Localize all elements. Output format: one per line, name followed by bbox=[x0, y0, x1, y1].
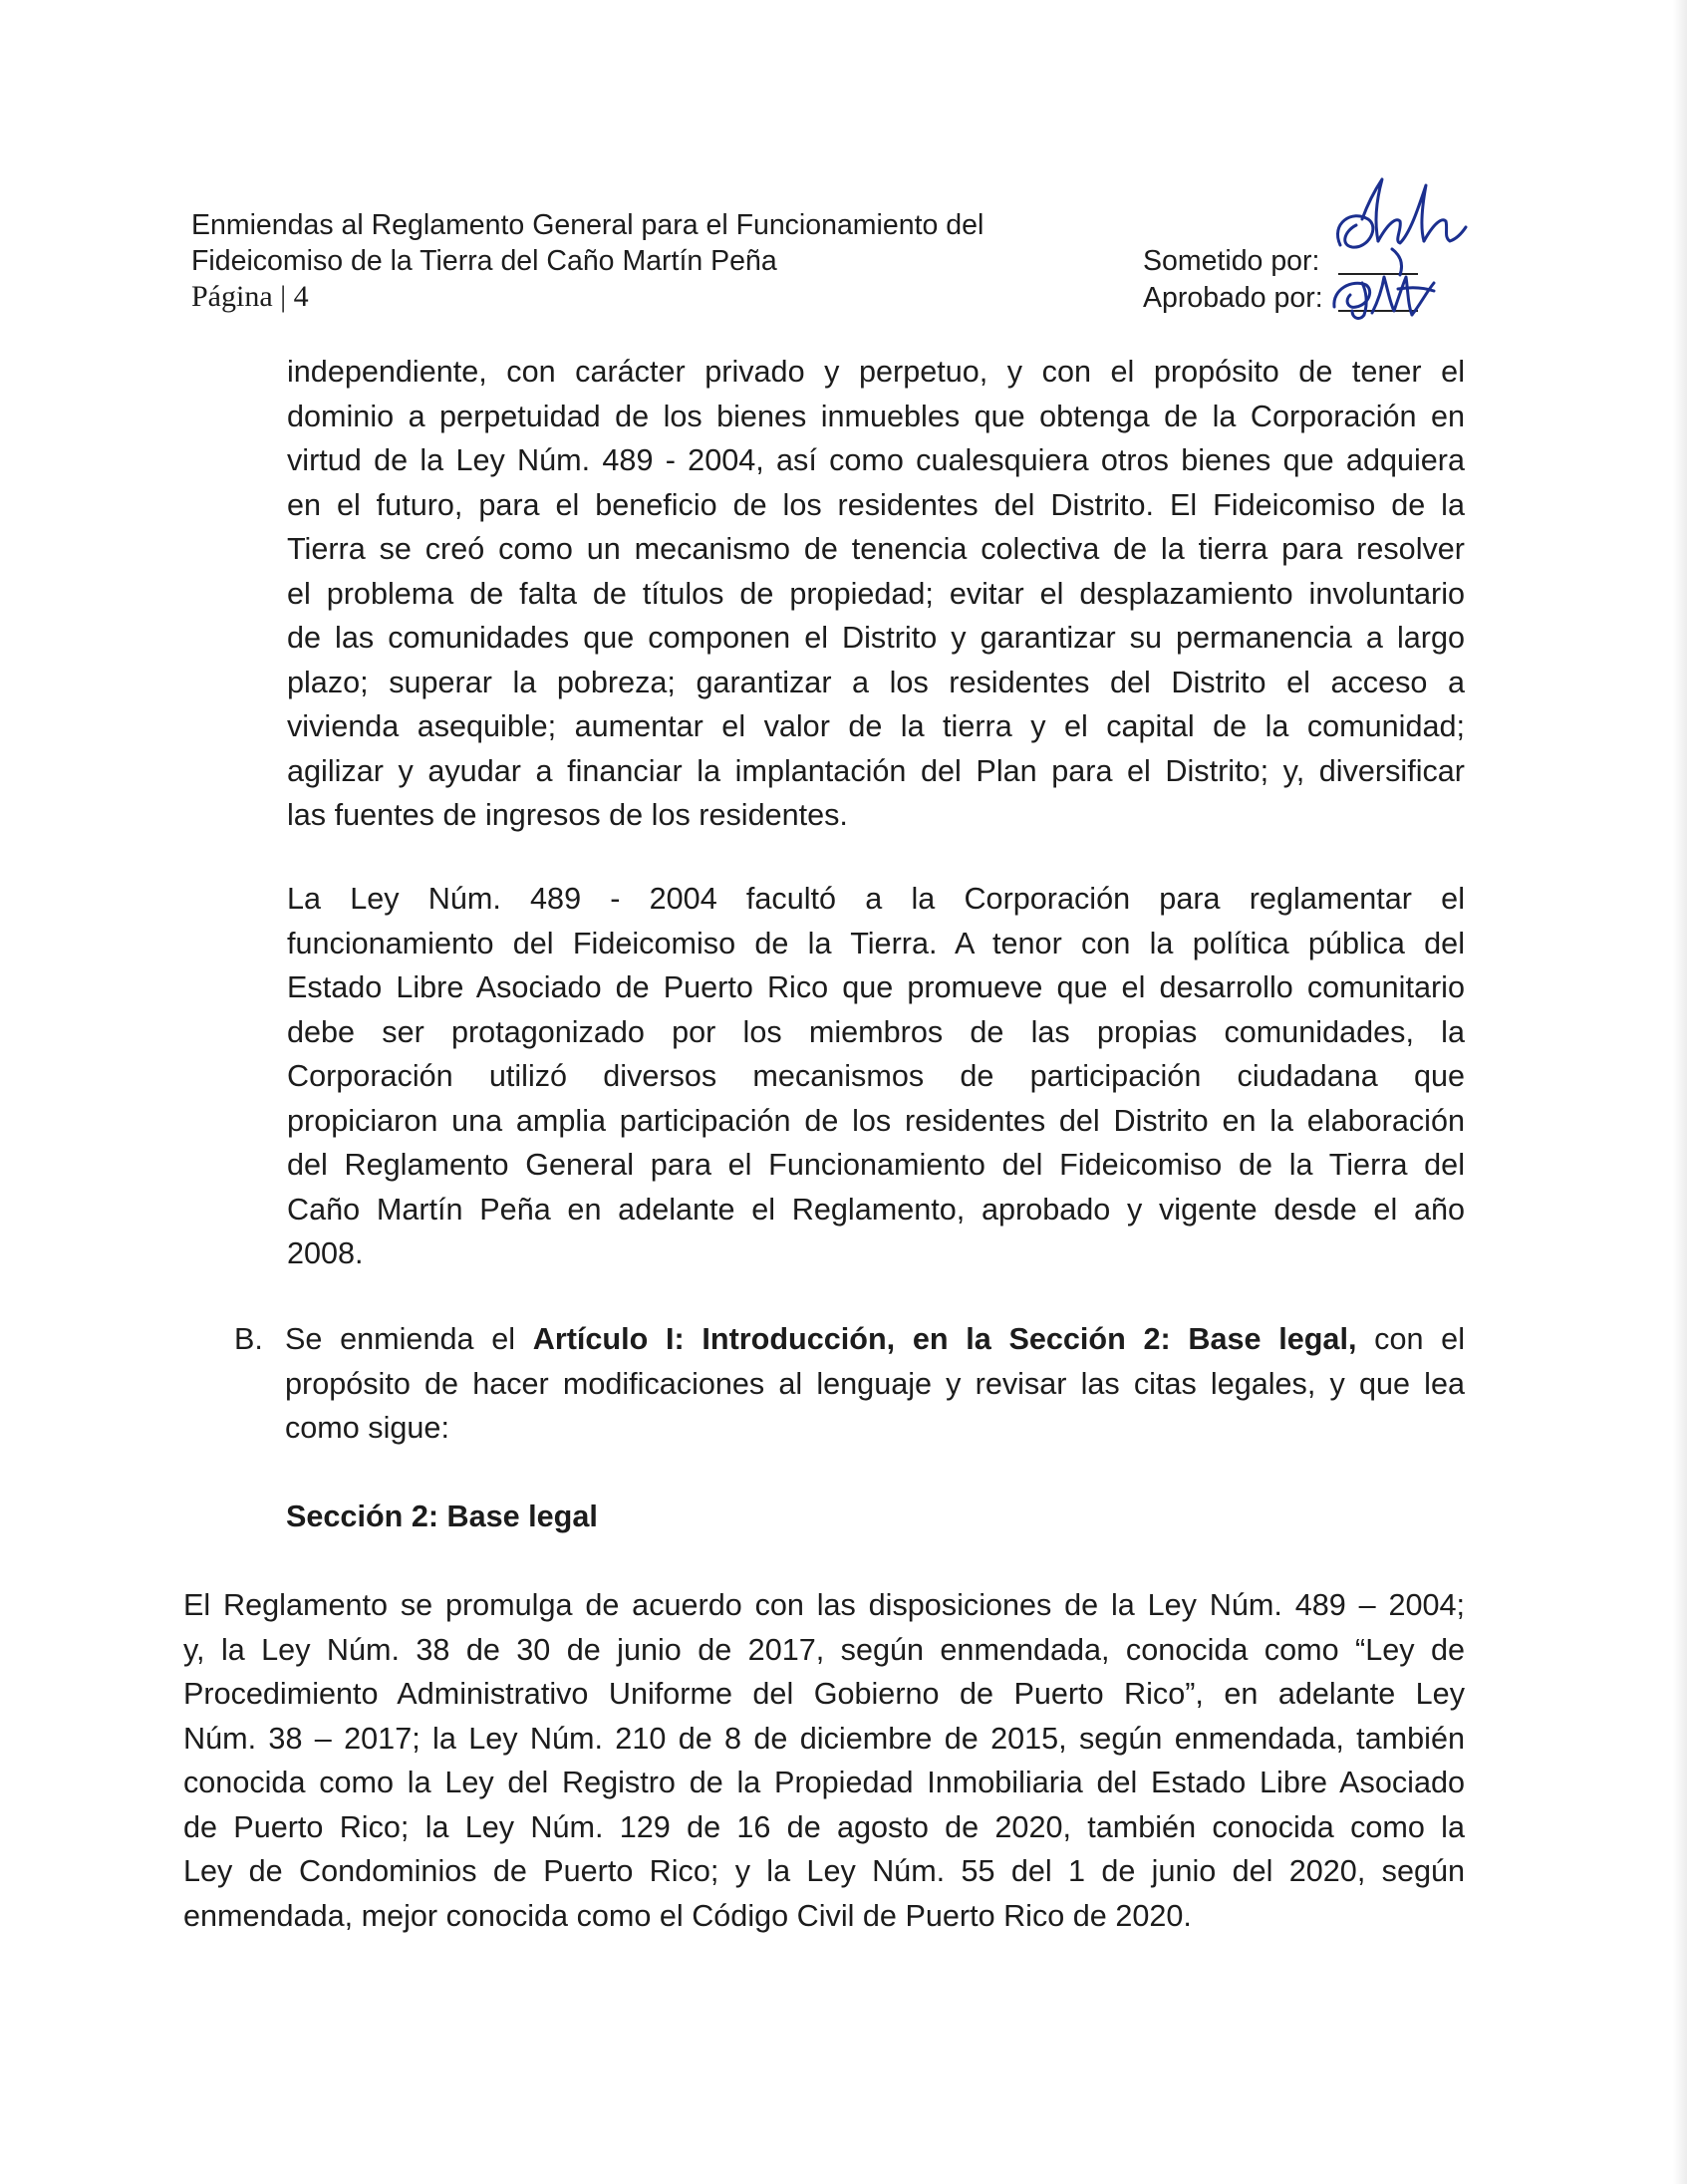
text-line: el problema de falta de títulos de propiedad; evitar el desplazamiento involuntario bbox=[287, 576, 1465, 611]
text-line: independiente, con carácter privado y perpetuo, y con el propósito de tener el bbox=[287, 355, 1465, 389]
section-title: Sección 2: Base legal bbox=[286, 1500, 598, 1533]
text-line: de Puerto Rico; la Ley Núm. 129 de 16 de agosto de 2020, también conocida como la bbox=[183, 1809, 1465, 1844]
header-title-line2: Fideicomiso de la Tierra del Caño Martín Peña bbox=[191, 245, 777, 277]
text-line: conocida como la Ley del Registro de la Propiedad Inmobiliaria del Estado Libre Asociado bbox=[183, 1766, 1465, 1799]
submitted-label: Sometido por: bbox=[1143, 245, 1320, 277]
header-title-line1: Enmiendas al Reglamento General para el Funcionamiento del bbox=[191, 209, 984, 241]
text-line: 2008. bbox=[287, 1236, 364, 1270]
paragraph-continuation bbox=[287, 350, 1465, 838]
text-line: agilizar y ayudar a financiar la implantación del Plan para el Distrito; y, diversificar bbox=[287, 753, 1465, 788]
approval-block bbox=[1143, 243, 1323, 317]
text-line: y, la Ley Núm. 38 de 30 de junio de 2017, según enmendada, conocida como “Ley de bbox=[183, 1632, 1465, 1667]
list-marker-b: B. bbox=[234, 1322, 263, 1356]
text-line: debe ser protagonizado por los miembros de las propias comunidades, la bbox=[287, 1014, 1465, 1049]
text-line bbox=[285, 1317, 1465, 1362]
text-line: Procedimiento Administrativo Uniforme del Gobierno de Puerto Rico”, en adelante Ley bbox=[183, 1677, 1465, 1711]
paragraph-ley-489 bbox=[287, 877, 1465, 1276]
text-line: Corporación utilizó diversos mecanismos de participación ciudadana que bbox=[287, 1059, 1465, 1093]
item-b-rest: con el bbox=[1356, 1322, 1465, 1356]
page-edge bbox=[1673, 0, 1687, 2184]
approved-label: Aprobado por: bbox=[1143, 282, 1323, 314]
paragraph-base-legal bbox=[183, 1583, 1465, 1938]
text-line: de las comunidades que componen el Distrito y garantizar su permanencia a largo bbox=[287, 621, 1465, 655]
text-line: en el futuro, para el beneficio de los residentes del Distrito. El Fideicomiso de la bbox=[287, 487, 1465, 522]
item-b-text bbox=[285, 1317, 1465, 1451]
approved-signature-icon bbox=[1328, 269, 1438, 325]
page-number: Página | 4 bbox=[191, 280, 309, 313]
item-b-bold: Artículo I: Introducción, en la Sección 2: Base legal, bbox=[532, 1322, 1357, 1356]
text-line: plazo; superar la pobreza; garantizar a los residentes del Distrito el acceso a bbox=[287, 665, 1465, 699]
text-line: del Reglamento General para el Funcionamiento del Fideicomiso de la Tierra del bbox=[287, 1148, 1465, 1182]
text-line: las fuentes de ingresos de los residentes. bbox=[287, 798, 848, 832]
item-b-intro: Se enmienda el bbox=[285, 1322, 533, 1356]
submitted-row bbox=[1143, 243, 1323, 280]
text-line: enmendada, mejor conocida como el Código Civil de Puerto Rico de 2020. bbox=[183, 1898, 1192, 1933]
text-line: virtud de la Ley Núm. 489 - 2004, así como cualesquiera otros bienes que adquiera bbox=[287, 443, 1465, 477]
text-line: Ley de Condominios de Puerto Rico; y la Ley Núm. 55 del 1 de junio del 2020, según bbox=[183, 1854, 1465, 1888]
text-line: Estado Libre Asociado de Puerto Rico que promueve que el desarrollo comunitario bbox=[287, 970, 1465, 1004]
text-line: Núm. 38 – 2017; la Ley Núm. 210 de 8 de diciembre de 2015, según enmendada, también bbox=[183, 1721, 1465, 1756]
text-line: Tierra se creó como un mecanismo de tenencia colectiva de la tierra para resolver bbox=[287, 532, 1465, 566]
approved-row bbox=[1143, 280, 1323, 317]
text-line: Caño Martín Peña en adelante el Reglamento, aprobado y vigente desde el año bbox=[287, 1192, 1465, 1227]
text-line: dominio a perpetuidad de los bienes inmuebles que obtenga de la Corporación en bbox=[287, 399, 1465, 433]
text-line: El Reglamento se promulga de acuerdo con las disposiciones de la Ley Núm. 489 – 2004; bbox=[183, 1588, 1465, 1622]
submitted-signature-icon bbox=[1330, 175, 1470, 279]
text-line: propiciaron una amplia participación de los residentes del Distrito en la elaboración bbox=[287, 1103, 1465, 1138]
text-line: La Ley Núm. 489 - 2004 facultó a la Corporación para reglamentar el bbox=[287, 882, 1465, 916]
text-line: vivienda asequible; aumentar el valor de la tierra y el capital de la comunidad; bbox=[287, 709, 1465, 743]
text-line: funcionamiento del Fideicomiso de la Tierra. A tenor con la política pública del bbox=[287, 926, 1465, 960]
text-line: como sigue: bbox=[285, 1411, 449, 1445]
text-line: propósito de hacer modificaciones al lenguaje y revisar las citas legales, y que lea bbox=[285, 1366, 1465, 1401]
